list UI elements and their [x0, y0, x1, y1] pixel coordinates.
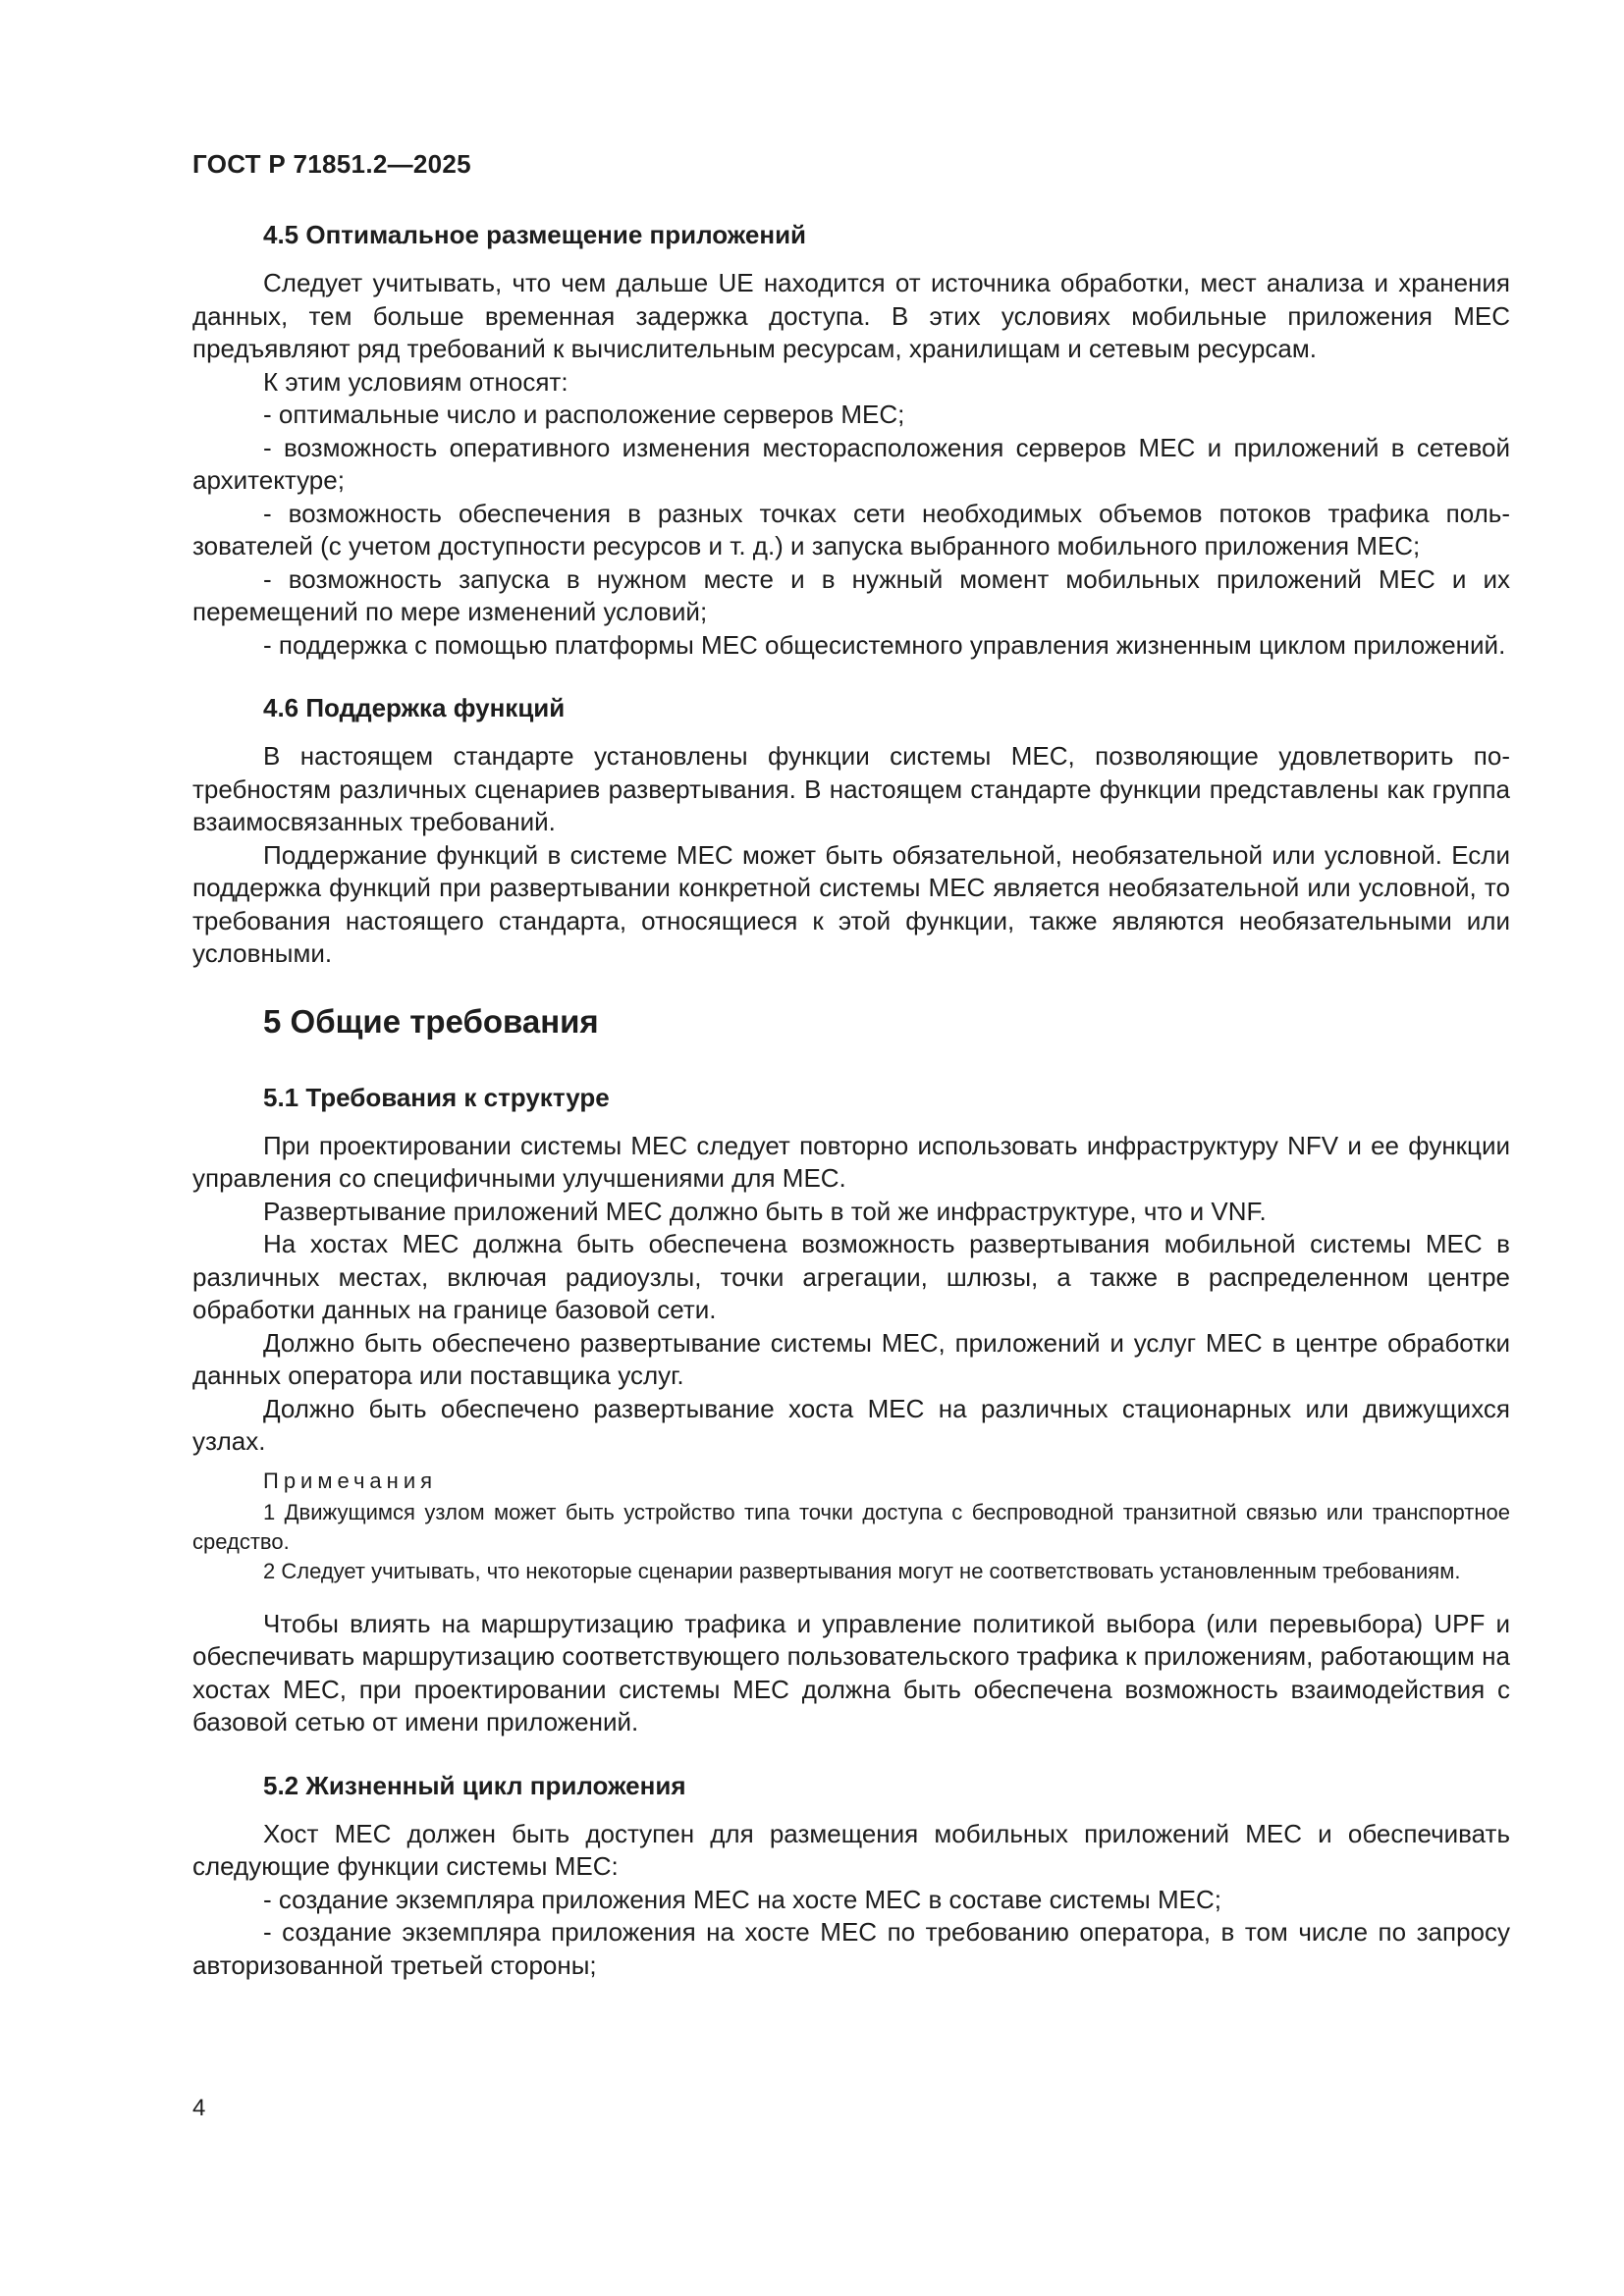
list-item: - возможность оперативного изменения месторасположения серверов МЕС и приложений в сетевой архитектуре;: [192, 432, 1510, 495]
document-header-id: ГОСТ Р 71851.2—2025: [192, 149, 471, 179]
list-item: - поддержка с помощью платформы МЕС общесистемного управления жизненным циклом приложений.: [263, 629, 1506, 660]
paragraph: Хост МЕС должен быть доступен для размещения мобильных приложений МЕС и обеспечивать следующие функции системы МЕС:: [192, 1818, 1510, 1881]
paragraph: Чтобы влиять на маршрутизацию трафика и управление политикой выбора (или перевыбора) UPF и обеспечивать маршрутизацию соответствующего пользовательского трафика к приложениям, работающим на хостах МЕС, при проектировании системы МЕС должна быть обеспечена возможность взаимодействия с базовой сетью от имени приложений.: [192, 1608, 1510, 1736]
list-item: - создание экземпляра приложения на хосте МЕС по требованию оператора, в том числе по запросу авторизованной третьей стороны;: [192, 1917, 1510, 1980]
paragraph: Развертывание приложений МЕС должно быть в той же инфраструктуре, что и VNF.: [263, 1196, 1267, 1226]
paragraph: К этим условиям относят:: [263, 366, 568, 397]
section-4-6: [192, 691, 1510, 971]
paragraph: На хостах МЕС должна быть обеспечена возможность развертывания мобильной системы МЕС в различных местах, включая радиоузлы, точки агрегации, шлюзы, а также в распределенном центре обработки данных на границе базовой сети.: [192, 1229, 1510, 1324]
paragraph: Должно быть обеспечено развертывание хоста МЕС на различных стационарных или движущихся узлах.: [192, 1393, 1510, 1456]
section-title: 5.2 Жизненный цикл приложения: [263, 1770, 686, 1800]
list-item: - возможность запуска в нужном месте и в нужный момент мобильных приложений МЕС и их перемещений по мере изменений условий;: [192, 563, 1510, 626]
section-4-5: [192, 218, 1510, 662]
note-item: 2 Следует учитывать, что некоторые сценарии развертывания могут не соответствовать установленным требованиям.: [263, 1558, 1461, 1583]
section-5-1: [192, 1081, 1510, 1739]
paragraph: Поддержание функций в системе МЕС может быть обязательной, необязательной или условной. Если поддержка функций при развертывании конкретной системы МЕС является необязательной или условной, то требования настоящего стандарта, относящиеся к этой функции, также являются необязательными или условными.: [192, 839, 1510, 968]
notes-block: [192, 1467, 1510, 1586]
paragraph: Должно быть обеспечено развертывание системы МЕС, приложений и услуг МЕС в центре обработки данных оператора или поставщика услуг.: [192, 1327, 1510, 1390]
document-body: [192, 218, 1510, 2011]
list-item: - оптимальные число и расположение серверов МЕС;: [263, 400, 905, 429]
note-item: 1 Движущимся узлом может быть устройство типа точки доступа с беспроводной транзитной связью или транспортное средство.: [192, 1499, 1510, 1554]
paragraph: В настоящем стандарте установлены функции системы МЕС, позволяющие удовлетворить потребностям различных сценариев развертывания. В настоящем стандарте функции представлены как группа взаимосвязанных требований.: [192, 741, 1510, 836]
page-number: 4: [192, 2095, 206, 2121]
section-title: 4.6 Поддержка функций: [263, 693, 566, 722]
chapter-title: 5 Общие требования: [263, 1002, 599, 1040]
section-title: 4.5 Оптимальное размещение приложений: [263, 220, 807, 249]
notes-title: Примечания: [263, 1468, 438, 1493]
paragraph: Следует учитывать, что чем дальше UE находится от источника обработки, мест анализа и хранения данных, тем больше временная задержка доступа. В этих условиях мобильные приложения МЕС предъявляют ряд требований к вычислительным ресурсам, хранилищам и сетевым ресурсам.: [192, 268, 1510, 363]
section-title: 5.1 Требования к структуре: [263, 1082, 610, 1112]
list-item: - создание экземпляра приложения МЕС на хосте МЕС в составе системы МЕС;: [263, 1884, 1221, 1914]
list-item: - возможность обеспечения в разных точках сети необходимых объемов потоков трафика пользователей (с учетом доступности ресурсов и т. д.) и запуска выбранного мобильного приложения МЕС;: [192, 498, 1510, 561]
paragraph: При проектировании системы МЕС следует повторно использовать инфраструктуру NFV и ее функции управления со специфичными улучшениями для МЕС.: [192, 1130, 1510, 1193]
section-5-2: [192, 1769, 1510, 1983]
